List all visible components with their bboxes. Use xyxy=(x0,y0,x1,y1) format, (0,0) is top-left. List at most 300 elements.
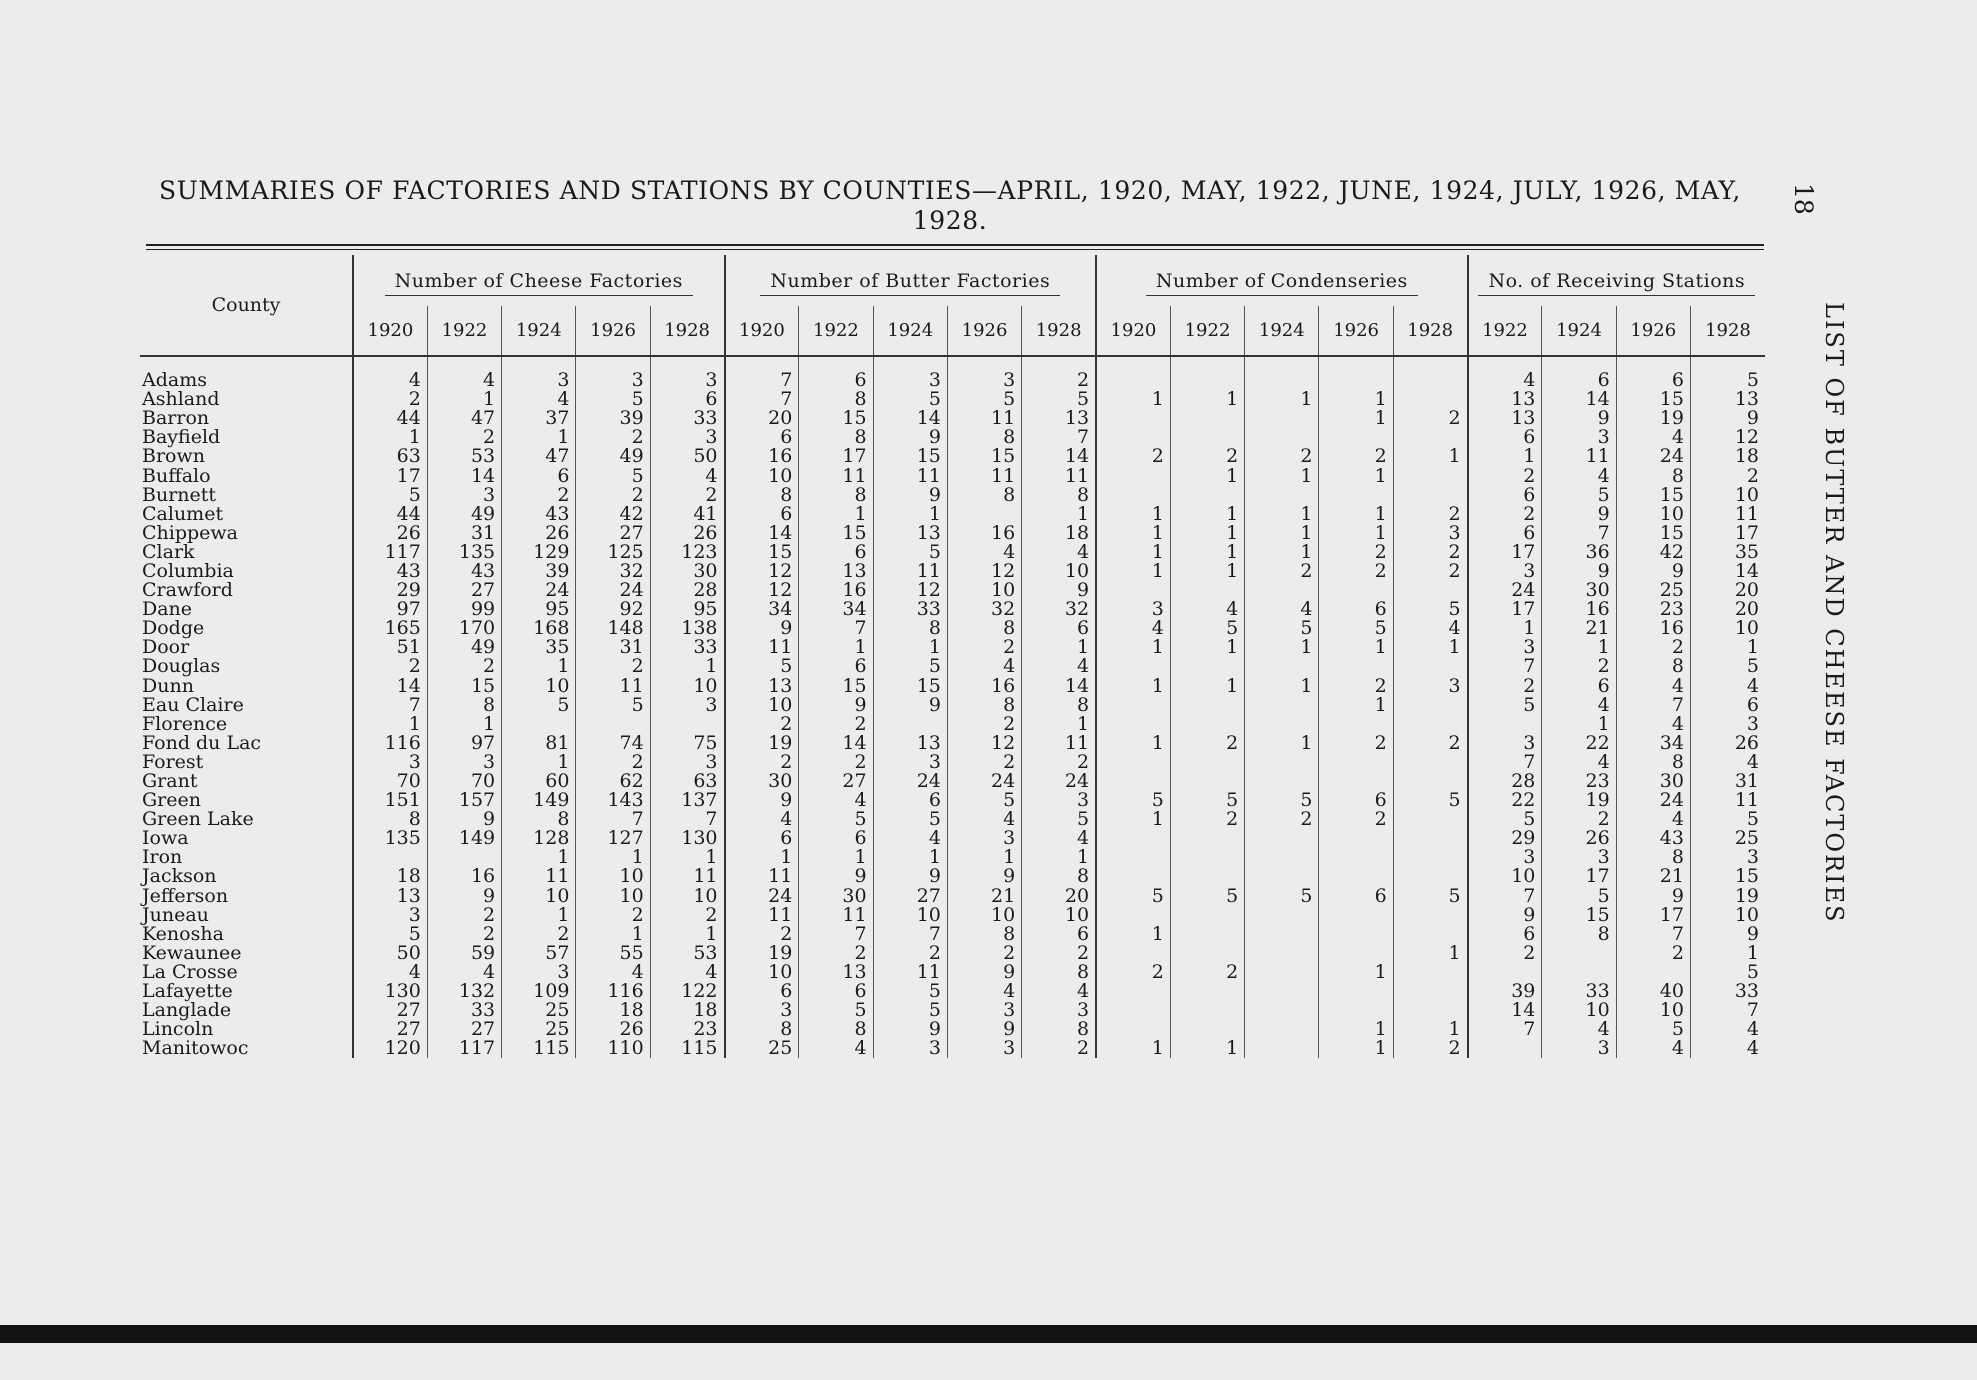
cheese-cell: 3 xyxy=(650,356,724,390)
condensery-cell: 1 xyxy=(1096,677,1170,696)
butter-cell: 1 xyxy=(873,848,947,867)
condensery-cell xyxy=(1096,356,1170,390)
year-header: 1924 xyxy=(1542,306,1616,356)
county-name: Jackson xyxy=(142,865,217,888)
station-cell: 4 xyxy=(1690,753,1765,772)
station-cell: 8 xyxy=(1616,753,1690,772)
condensery-cell: 1 xyxy=(1319,390,1393,409)
stations-group-header: No. of Receiving Stations xyxy=(1468,255,1765,306)
butter-cell: 5 xyxy=(1022,810,1096,829)
cheese-cell: 24 xyxy=(502,581,576,600)
butter-cell: 11 xyxy=(1022,466,1096,485)
cheese-cell: 2 xyxy=(353,657,427,676)
condensery-cell: 6 xyxy=(1319,887,1393,906)
butter-cell: 10 xyxy=(947,906,1021,925)
cheese-cell: 1 xyxy=(502,753,576,772)
table-row xyxy=(140,466,1765,485)
year-header: 1928 xyxy=(1393,306,1467,356)
cheese-cell: 3 xyxy=(502,963,576,982)
year-header-row xyxy=(140,306,1765,356)
condensery-cell: 1 xyxy=(1245,543,1319,562)
station-cell: 33 xyxy=(1690,982,1765,1001)
condensery-cell: 1 xyxy=(1393,638,1467,657)
butter-cell: 3 xyxy=(873,356,947,390)
condensery-cell: 1 xyxy=(1170,562,1244,581)
cheese-cell: 2 xyxy=(502,925,576,944)
station-cell: 3 xyxy=(1542,1039,1616,1058)
cheese-cell: 13 xyxy=(353,887,427,906)
butter-cell: 9 xyxy=(799,867,873,886)
station-cell: 7 xyxy=(1616,925,1690,944)
cheese-cell: 3 xyxy=(650,753,724,772)
butter-cell: 20 xyxy=(1022,887,1096,906)
station-cell: 25 xyxy=(1690,829,1765,848)
cheese-cell xyxy=(650,715,724,734)
butter-cell: 32 xyxy=(1022,600,1096,619)
condensery-cell xyxy=(1245,409,1319,428)
butter-cell: 8 xyxy=(725,1020,799,1039)
cheese-cell: 8 xyxy=(353,810,427,829)
butter-cell: 2 xyxy=(947,715,1021,734)
condensery-cell: 4 xyxy=(1096,619,1170,638)
station-cell: 19 xyxy=(1690,887,1765,906)
butter-cell: 10 xyxy=(1022,906,1096,925)
butter-cell: 2 xyxy=(947,638,1021,657)
condensery-cell: 1 xyxy=(1245,524,1319,543)
cheese-cell: 143 xyxy=(576,791,650,810)
condensery-cell: 1 xyxy=(1170,677,1244,696)
year-header: 1924 xyxy=(502,306,576,356)
cheese-group-header: Number of Cheese Factories xyxy=(353,255,724,306)
cheese-cell: 75 xyxy=(650,734,724,753)
butter-cell: 2 xyxy=(799,753,873,772)
cheese-cell: 10 xyxy=(576,887,650,906)
station-cell: 9 xyxy=(1690,925,1765,944)
butter-cell: 11 xyxy=(947,409,1021,428)
cheese-cell: 15 xyxy=(427,677,501,696)
county-name: Burnett xyxy=(142,483,217,506)
cheese-cell: 6 xyxy=(502,466,576,485)
station-cell xyxy=(1468,1039,1542,1058)
cheese-cell: 3 xyxy=(502,356,576,390)
cheese-cell: 2 xyxy=(650,486,724,505)
condensery-cell: 5 xyxy=(1393,600,1467,619)
condensery-cell xyxy=(1170,906,1244,925)
table-row xyxy=(140,925,1765,944)
station-cell: 3 xyxy=(1690,848,1765,867)
station-cell: 17 xyxy=(1690,524,1765,543)
butter-cell: 1 xyxy=(1022,638,1096,657)
condensery-cell xyxy=(1245,963,1319,982)
station-cell: 25 xyxy=(1616,581,1690,600)
butter-cell: 10 xyxy=(1022,562,1096,581)
butter-cell: 2 xyxy=(1022,753,1096,772)
condensery-cell xyxy=(1170,486,1244,505)
butter-cell: 4 xyxy=(1022,829,1096,848)
station-cell: 22 xyxy=(1542,734,1616,753)
station-cell: 15 xyxy=(1690,867,1765,886)
county-name: Lafayette xyxy=(142,980,233,1003)
butter-cell: 8 xyxy=(947,428,1021,447)
year-header: 1926 xyxy=(1319,306,1393,356)
station-cell xyxy=(1468,715,1542,734)
butter-cell: 1 xyxy=(1022,848,1096,867)
station-cell: 23 xyxy=(1542,772,1616,791)
butter-cell: 11 xyxy=(947,466,1021,485)
condensery-cell xyxy=(1245,867,1319,886)
butter-cell: 11 xyxy=(725,638,799,657)
butter-cell: 3 xyxy=(1022,791,1096,810)
station-cell: 9 xyxy=(1468,906,1542,925)
station-cell: 5 xyxy=(1616,1020,1690,1039)
butter-cell: 14 xyxy=(1022,677,1096,696)
cheese-cell: 5 xyxy=(576,696,650,715)
butter-cell: 5 xyxy=(873,810,947,829)
butter-cell: 6 xyxy=(799,356,873,390)
condensery-cell xyxy=(1096,867,1170,886)
cheese-cell: 2 xyxy=(353,390,427,409)
condensery-cell xyxy=(1245,696,1319,715)
condensery-cell xyxy=(1245,657,1319,676)
butter-cell: 6 xyxy=(1022,925,1096,944)
cheese-cell: 1 xyxy=(502,848,576,867)
condensery-cell xyxy=(1096,715,1170,734)
condensery-cell xyxy=(1170,753,1244,772)
butter-cell: 7 xyxy=(799,925,873,944)
cheese-cell: 39 xyxy=(576,409,650,428)
station-cell: 8 xyxy=(1616,466,1690,485)
cheese-cell: 33 xyxy=(650,638,724,657)
condensery-cell: 1 xyxy=(1096,562,1170,581)
butter-cell: 5 xyxy=(873,390,947,409)
butter-cell: 8 xyxy=(799,390,873,409)
station-cell: 6 xyxy=(1542,677,1616,696)
station-cell: 7 xyxy=(1690,1001,1765,1020)
butter-cell: 9 xyxy=(873,867,947,886)
cheese-cell: 3 xyxy=(427,486,501,505)
butter-cell: 34 xyxy=(799,600,873,619)
station-cell: 7 xyxy=(1468,657,1542,676)
cheese-cell: 7 xyxy=(650,810,724,829)
cheese-cell: 3 xyxy=(576,356,650,390)
station-cell: 3 xyxy=(1468,638,1542,657)
table-row xyxy=(140,829,1765,848)
condensery-cell xyxy=(1170,409,1244,428)
butter-cell: 12 xyxy=(725,581,799,600)
condensery-cell: 2 xyxy=(1393,734,1467,753)
butter-cell: 4 xyxy=(799,791,873,810)
butter-cell: 12 xyxy=(873,581,947,600)
condensery-cell xyxy=(1393,715,1467,734)
butter-cell: 4 xyxy=(1022,543,1096,562)
cheese-cell: 27 xyxy=(576,524,650,543)
condensery-cell xyxy=(1096,409,1170,428)
station-cell: 4 xyxy=(1542,753,1616,772)
butter-cell: 4 xyxy=(1022,657,1096,676)
cheese-cell: 9 xyxy=(427,810,501,829)
cheese-cell: 32 xyxy=(576,562,650,581)
table-row xyxy=(140,1001,1765,1020)
condensery-cell: 1 xyxy=(1319,524,1393,543)
condensery-cell: 2 xyxy=(1096,963,1170,982)
butter-cell: 24 xyxy=(947,772,1021,791)
station-cell: 24 xyxy=(1616,791,1690,810)
butter-cell: 9 xyxy=(725,619,799,638)
condensery-cell: 3 xyxy=(1393,677,1467,696)
condensery-cell: 1 xyxy=(1393,944,1467,963)
table-row xyxy=(140,356,1765,390)
butter-cell: 5 xyxy=(947,791,1021,810)
table-row xyxy=(140,1020,1765,1039)
butter-cell: 2 xyxy=(725,925,799,944)
condensery-cell xyxy=(1393,696,1467,715)
cheese-cell: 148 xyxy=(576,619,650,638)
cheese-cell: 1 xyxy=(650,848,724,867)
station-cell: 9 xyxy=(1542,562,1616,581)
county-column-header: County xyxy=(140,255,353,356)
condensery-cell: 5 xyxy=(1393,791,1467,810)
cheese-cell: 149 xyxy=(502,791,576,810)
condensery-cell xyxy=(1096,1001,1170,1020)
station-cell: 11 xyxy=(1690,505,1765,524)
condensery-cell: 5 xyxy=(1096,887,1170,906)
butter-cell: 2 xyxy=(947,944,1021,963)
butter-cell: 14 xyxy=(1022,447,1096,466)
cheese-cell: 26 xyxy=(353,524,427,543)
butter-cell: 8 xyxy=(947,486,1021,505)
cheese-cell: 3 xyxy=(650,696,724,715)
butter-cell: 9 xyxy=(873,486,947,505)
cheese-cell: 99 xyxy=(427,600,501,619)
cheese-cell: 3 xyxy=(353,906,427,925)
cheese-cell: 51 xyxy=(353,638,427,657)
table-row xyxy=(140,696,1765,715)
station-cell: 4 xyxy=(1616,677,1690,696)
station-cell: 7 xyxy=(1616,696,1690,715)
year-header: 1922 xyxy=(1170,306,1244,356)
cheese-cell: 27 xyxy=(427,581,501,600)
butter-cell: 9 xyxy=(873,428,947,447)
cheese-cell: 9 xyxy=(427,887,501,906)
butter-cell: 9 xyxy=(947,963,1021,982)
station-cell: 30 xyxy=(1542,581,1616,600)
condensery-cell xyxy=(1245,829,1319,848)
butter-cell: 6 xyxy=(725,428,799,447)
station-cell: 17 xyxy=(1542,867,1616,886)
condensery-cell: 2 xyxy=(1319,677,1393,696)
condenseries-group-header: Number of Condenseries xyxy=(1096,255,1468,306)
cheese-cell: 97 xyxy=(427,734,501,753)
station-cell: 11 xyxy=(1542,447,1616,466)
condensery-cell: 4 xyxy=(1170,600,1244,619)
cheese-cell: 29 xyxy=(353,581,427,600)
title-rule-top xyxy=(146,244,1764,246)
butter-cell: 9 xyxy=(873,696,947,715)
cheese-cell: 2 xyxy=(427,657,501,676)
butter-cell: 27 xyxy=(799,772,873,791)
cheese-cell: 62 xyxy=(576,772,650,791)
station-cell: 6 xyxy=(1468,524,1542,543)
cheese-cell: 18 xyxy=(576,1001,650,1020)
cheese-cell: 116 xyxy=(576,982,650,1001)
butter-cell: 6 xyxy=(799,829,873,848)
cheese-cell: 11 xyxy=(502,867,576,886)
table-row xyxy=(140,791,1765,810)
butter-cell: 16 xyxy=(947,524,1021,543)
cheese-cell: 10 xyxy=(650,677,724,696)
butter-cell: 10 xyxy=(725,696,799,715)
butter-cell: 6 xyxy=(725,829,799,848)
table-row xyxy=(140,486,1765,505)
butter-cell: 16 xyxy=(725,447,799,466)
butter-cell: 8 xyxy=(799,1020,873,1039)
station-cell: 4 xyxy=(1542,466,1616,485)
cheese-cell: 115 xyxy=(650,1039,724,1058)
cheese-cell: 42 xyxy=(576,505,650,524)
station-cell: 4 xyxy=(1690,677,1765,696)
condensery-cell xyxy=(1096,906,1170,925)
year-header: 1920 xyxy=(725,306,799,356)
butter-cell: 1 xyxy=(1022,505,1096,524)
station-cell: 10 xyxy=(1468,867,1542,886)
county-name: Barron xyxy=(142,407,210,430)
station-cell: 6 xyxy=(1616,356,1690,390)
table-row xyxy=(140,657,1765,676)
condensery-cell: 5 xyxy=(1245,791,1319,810)
cheese-cell: 26 xyxy=(576,1020,650,1039)
condensery-cell: 1 xyxy=(1245,734,1319,753)
cheese-cell: 110 xyxy=(576,1039,650,1058)
condensery-cell xyxy=(1170,867,1244,886)
cheese-cell: 130 xyxy=(353,982,427,1001)
cheese-cell: 49 xyxy=(427,505,501,524)
butter-cell: 2 xyxy=(725,715,799,734)
condensery-cell: 1 xyxy=(1245,466,1319,485)
station-cell: 1 xyxy=(1468,619,1542,638)
cheese-cell: 137 xyxy=(650,791,724,810)
cheese-cell: 74 xyxy=(576,734,650,753)
cheese-cell: 1 xyxy=(576,848,650,867)
condensery-cell xyxy=(1393,982,1467,1001)
station-cell: 34 xyxy=(1616,734,1690,753)
butter-cell: 6 xyxy=(725,505,799,524)
table-body xyxy=(140,356,1765,1058)
station-cell: 7 xyxy=(1468,887,1542,906)
year-header: 1922 xyxy=(427,306,501,356)
condensery-cell xyxy=(1096,753,1170,772)
butter-cell: 8 xyxy=(1022,1020,1096,1039)
station-cell: 40 xyxy=(1616,982,1690,1001)
table-row xyxy=(140,677,1765,696)
cheese-cell: 117 xyxy=(427,1039,501,1058)
station-cell: 10 xyxy=(1542,1001,1616,1020)
station-cell: 1 xyxy=(1690,638,1765,657)
cheese-cell: 149 xyxy=(427,829,501,848)
condensery-cell: 5 xyxy=(1170,887,1244,906)
butter-cell: 9 xyxy=(873,1020,947,1039)
station-cell: 15 xyxy=(1616,390,1690,409)
cheese-cell: 41 xyxy=(650,505,724,524)
cheese-cell: 33 xyxy=(650,409,724,428)
butter-cell: 9 xyxy=(947,1020,1021,1039)
butter-cell: 4 xyxy=(947,810,1021,829)
station-cell: 24 xyxy=(1616,447,1690,466)
station-cell: 5 xyxy=(1690,356,1765,390)
county-name: Forest xyxy=(142,750,204,773)
year-header: 1928 xyxy=(1022,306,1096,356)
cheese-cell: 44 xyxy=(353,505,427,524)
condensery-cell: 1 xyxy=(1245,638,1319,657)
station-cell: 1 xyxy=(1542,715,1616,734)
table-row xyxy=(140,505,1765,524)
cheese-cell: 2 xyxy=(576,906,650,925)
butter-cell: 21 xyxy=(947,887,1021,906)
cheese-cell: 1 xyxy=(650,925,724,944)
station-cell: 11 xyxy=(1690,791,1765,810)
butter-cell: 18 xyxy=(1022,524,1096,543)
year-header: 1924 xyxy=(1245,306,1319,356)
cheese-cell: 3 xyxy=(427,753,501,772)
cheese-cell: 95 xyxy=(502,600,576,619)
table-row xyxy=(140,619,1765,638)
cheese-cell: 5 xyxy=(502,696,576,715)
page-number: 18 xyxy=(1789,183,1818,215)
cheese-cell: 4 xyxy=(650,466,724,485)
cheese-cell: 70 xyxy=(427,772,501,791)
station-cell: 1 xyxy=(1542,638,1616,657)
cheese-cell: 2 xyxy=(427,906,501,925)
cheese-cell: 47 xyxy=(502,447,576,466)
county-name: Jefferson xyxy=(142,884,229,907)
condensery-cell: 1 xyxy=(1319,696,1393,715)
condensery-cell xyxy=(1245,944,1319,963)
condensery-cell: 1 xyxy=(1319,505,1393,524)
butter-cell: 15 xyxy=(873,677,947,696)
condensery-cell: 5 xyxy=(1170,619,1244,638)
station-cell: 4 xyxy=(1616,715,1690,734)
station-cell: 6 xyxy=(1468,428,1542,447)
station-cell: 6 xyxy=(1468,925,1542,944)
butter-cell: 8 xyxy=(947,925,1021,944)
cheese-cell: 116 xyxy=(353,734,427,753)
station-cell: 31 xyxy=(1690,772,1765,791)
station-cell: 19 xyxy=(1542,791,1616,810)
station-cell: 3 xyxy=(1690,715,1765,734)
cheese-cell: 4 xyxy=(353,963,427,982)
butter-cell: 7 xyxy=(725,390,799,409)
cheese-cell: 6 xyxy=(650,390,724,409)
condensery-cell: 1 xyxy=(1096,1039,1170,1058)
condensery-cell xyxy=(1319,753,1393,772)
page-title: SUMMARIES OF FACTORIES AND STATIONS BY COUNTIES—APRIL, 1920, MAY, 1922, JUNE, 1924, JULY, 1926, MAY, 1928. xyxy=(159,176,1741,235)
butter-cell: 10 xyxy=(873,906,947,925)
butter-cell: 15 xyxy=(799,677,873,696)
condensery-cell xyxy=(1096,848,1170,867)
butter-cell: 13 xyxy=(873,524,947,543)
butter-cell: 7 xyxy=(799,619,873,638)
cheese-cell: 35 xyxy=(502,638,576,657)
cheese-cell xyxy=(502,715,576,734)
cheese-cell: 59 xyxy=(427,944,501,963)
butter-cell: 11 xyxy=(799,466,873,485)
cheese-cell: 10 xyxy=(576,867,650,886)
station-cell: 1 xyxy=(1690,944,1765,963)
cheese-cell: 11 xyxy=(650,867,724,886)
county-name: Florence xyxy=(142,712,228,735)
cheese-cell: 1 xyxy=(502,906,576,925)
butter-cell: 5 xyxy=(873,1001,947,1020)
butter-cell: 1 xyxy=(873,638,947,657)
